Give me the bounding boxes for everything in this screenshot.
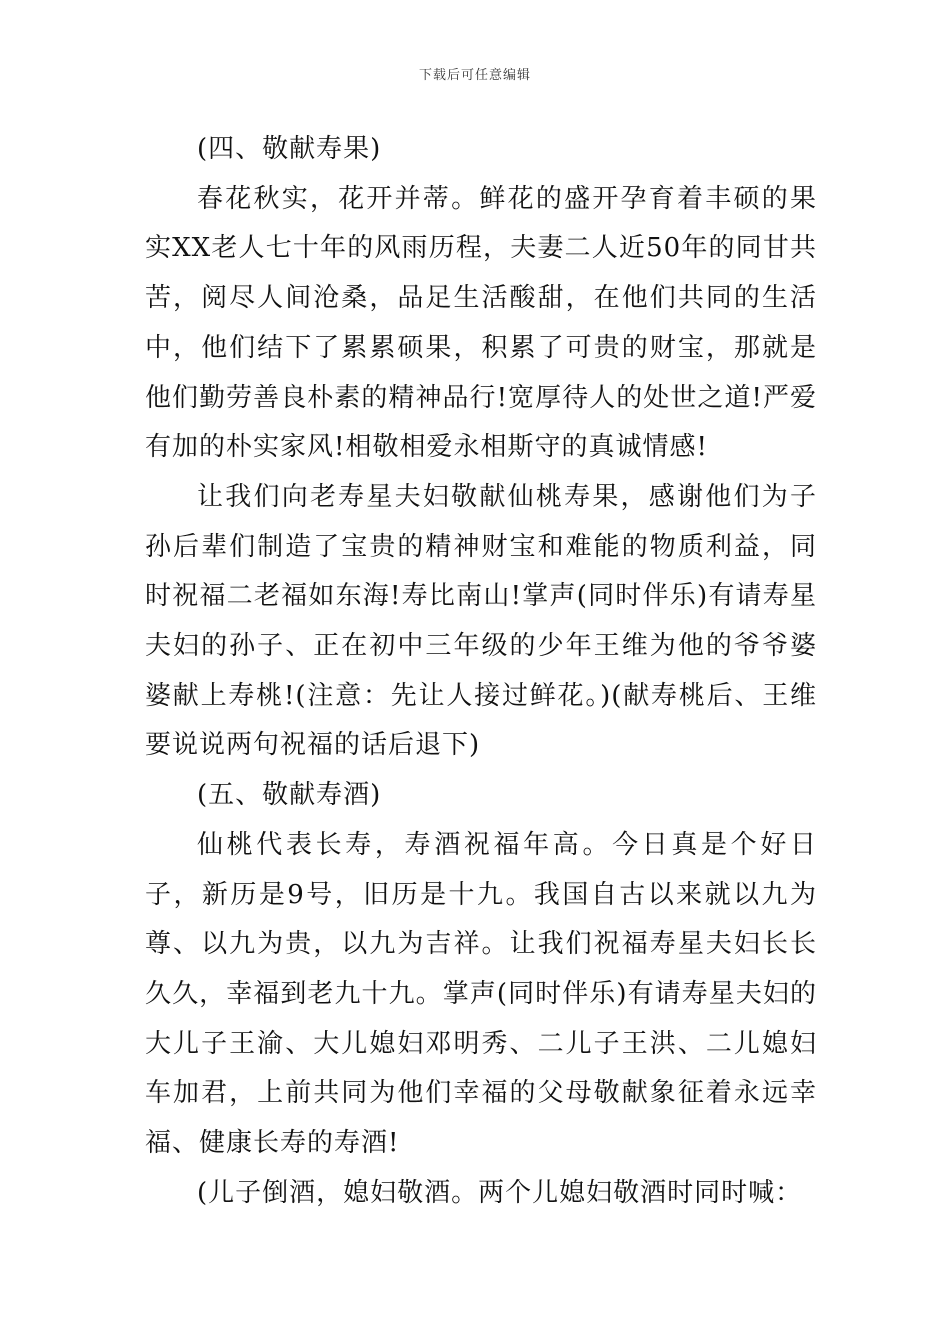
paragraph: 春花秋实，花开并蒂。鲜花的盛开孕育着丰硕的果实XX老人七十年的风雨历程，夫妻二人近50年的同甘共苦，阅尽人间沧桑，品足生活酸甜，在他们共同的生活中，他们结下了累累硕果，积累了可贵的财宝，那就是他们勤劳善良朴素的精神品行!宽厚待人的处世之道!严爱有加的朴实家风!相敬相爱永相斯守的真诚情感!: [145, 183, 817, 463]
paragraph: 仙桃代表长寿，寿酒祝福年高。今日真是个好日子，新历是9号，旧历是十九。我国自古以来就以九为尊、以九为贵，以九为吉祥。让我们祝福寿星夫妇长长久久，幸福到老九十九。掌声(同时伴乐)有请寿星夫妇的大儿子王渝、大儿媳妇邓明秀、二儿子王洪、二儿媳妇车加君，上前共同为他们幸福的父母敬献象征着永远幸福、健康长寿的寿酒!: [145, 829, 817, 1159]
document-body: [145, 125, 817, 1218]
section-heading-four: (四、敬献寿果): [197, 134, 382, 164]
section-heading-five: (五、敬献寿酒): [197, 780, 382, 811]
paragraph: (儿子倒酒，媳妇敬酒。两个儿媳妇敬酒时同时喊：: [197, 1177, 803, 1208]
page-header: 下载后可任意编辑: [418, 68, 531, 83]
paragraph: 让我们向老寿星夫妇敬献仙桃寿果，感谢他们为子孙后辈们制造了宝贵的精神财宝和难能的物质利益，同时祝福二老福如东海!寿比南山!掌声(同时伴乐)有请寿星夫妇的孙子、正在初中三年级的少年王维为他的爷爷婆婆献上寿桃!(注意：先让人接过鲜花。)(献寿桃后、王维要说说两句祝福的话后退下): [145, 481, 817, 761]
